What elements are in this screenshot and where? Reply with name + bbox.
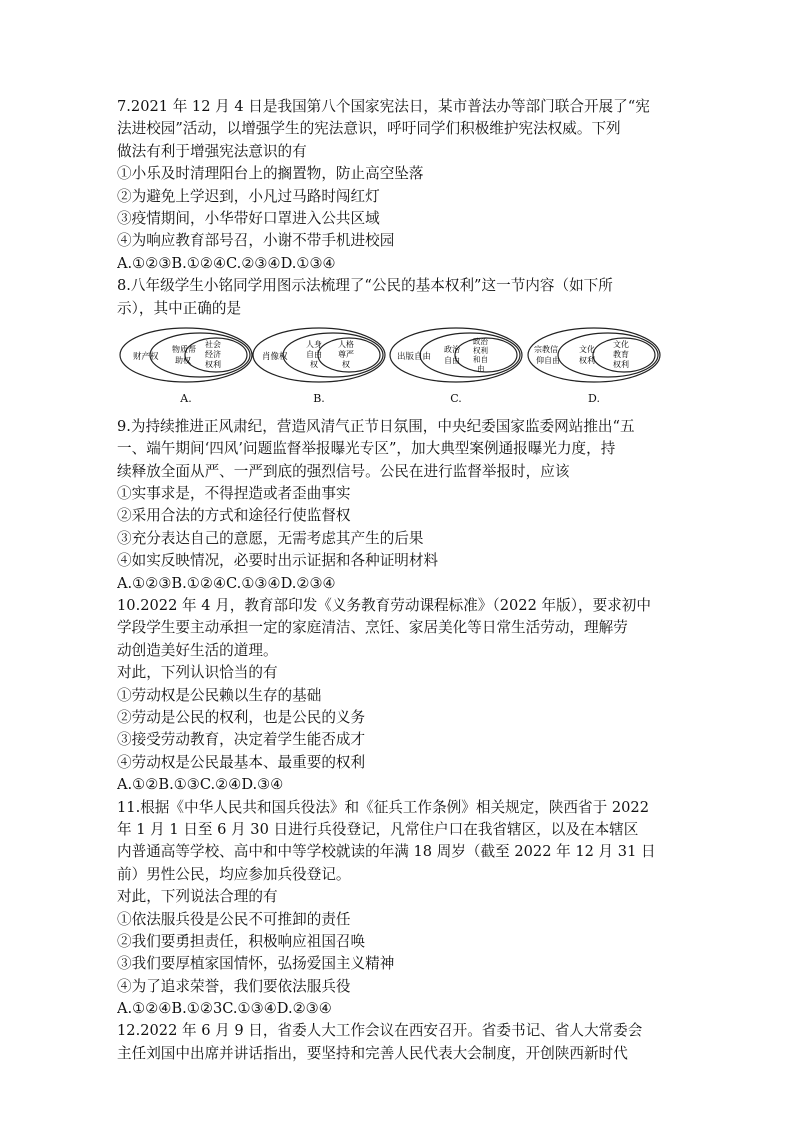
figure-caption-b: B. bbox=[313, 391, 325, 405]
q8-figure-b bbox=[250, 322, 388, 410]
q10-option: ④劳动权是公民最基本、最重要的权利 bbox=[117, 753, 366, 771]
fig-d-middle-label-1: 文化 bbox=[579, 344, 595, 354]
fig-c-inner-label-1: 政治 bbox=[473, 336, 488, 346]
fig-a-inner-label-1: 社会 bbox=[205, 339, 221, 349]
q11-line: 11.根据《中华人民共和国兵役法》和《征兵工作条例》相关规定，陕西省于 2022 bbox=[117, 798, 649, 816]
q7-line: 7.2021 年 12 月 4 日是我国第八个国家宪法日，某市普法办等部门联合开展了“宪 bbox=[117, 98, 650, 115]
q9-option: ①实事求是，不得捏造或者歪曲事实 bbox=[117, 485, 351, 503]
q12-line: 12.2022 年 6 月 9 日，省委人大工作会议在西安召开。省委书记、省人大常委会 bbox=[117, 1022, 643, 1040]
q9-line: 一、端午期间‘四风’问题监督举报曝光专区”，加大典型案例通报曝光力度，持 bbox=[117, 440, 616, 458]
q7-answer-choices: A.①②③B.①②④C.②③④D.①③④ bbox=[117, 254, 336, 272]
fig-c-inner-label-4: 由 bbox=[477, 363, 485, 373]
q9-option: ②采用合法的方式和途径行使监督权 bbox=[117, 507, 351, 525]
q10-option: ①劳动权是公民赖以生存的基础 bbox=[117, 686, 322, 704]
q7-option: ①小乐及时清理阳台上的搁置物，防止高空坠落 bbox=[117, 165, 424, 183]
q7-line: 法进校园”活动，以增强学生的宪法意识，呼吁同学们积极维护宪法权威。下列 bbox=[117, 120, 621, 138]
fig-b-inner-label-2: 尊严 bbox=[338, 349, 354, 359]
q8-line: 8.八年级学生小铭同学用图示法梳理了“公民的基本权利”这一节内容（如下所 bbox=[117, 277, 613, 295]
q10-line: 对此，下列认识恰当的有 bbox=[117, 664, 278, 682]
q11-line: 内普通高等学校、高中和中等学校就读的年满 18 周岁（截至 2022 年 12 月 31 日 bbox=[117, 843, 656, 861]
q8-figure-c bbox=[387, 322, 525, 410]
fig-b-middle-label-2: 自由 bbox=[306, 349, 322, 359]
q8-line: 示），其中正确的是 bbox=[117, 299, 242, 317]
q8-figure-a bbox=[117, 322, 255, 410]
question-12 bbox=[117, 1020, 682, 1065]
q11-option: ②我们要勇担责任，积极响应祖国召唤 bbox=[117, 932, 366, 950]
fig-c-middle-label-1: 政治 bbox=[444, 344, 460, 354]
q11-line: 前）男性公民，均应参加兵役登记。 bbox=[117, 865, 351, 883]
fig-c-middle-label-2: 自由 bbox=[444, 355, 460, 365]
fig-a-inner-label-3: 权利 bbox=[205, 359, 221, 369]
fig-d-middle-label-2: 权利 bbox=[579, 355, 595, 365]
q9-answer-choices: A.①②③B.①②④C.①③④D.②③④ bbox=[117, 574, 336, 592]
fig-b-inner-label-1: 人格 bbox=[338, 339, 354, 349]
q8-figure-d bbox=[525, 322, 663, 410]
nested-ellipse-diagram-a bbox=[117, 322, 255, 392]
fig-c-inner-label-2: 权利 bbox=[473, 345, 488, 355]
fig-d-inner-label-1: 文化 bbox=[613, 339, 629, 349]
fig-b-inner-label-3: 权 bbox=[342, 359, 350, 369]
q12-line: 主任刘国中出席并讲话指出，要坚持和完善人民代表大会制度，开创陕西新时代 bbox=[117, 1044, 628, 1062]
fig-d-outer-label-1: 宗教信 bbox=[534, 344, 558, 354]
q9-option: ④如实反映情况，必要时出示证据和各种证明材料 bbox=[117, 552, 439, 570]
q9-line: 9.为持续推进正风肃纪，营造风清气正节日氛围，中央纪委国家监委网站推出“五 bbox=[117, 417, 635, 435]
fig-d-inner-label-3: 权利 bbox=[613, 359, 629, 369]
nested-ellipse-diagram-c bbox=[387, 322, 525, 392]
q11-option: ④为了追求荣誉，我们要依法服兵役 bbox=[117, 977, 351, 995]
fig-c-outer-label: 出版自由 bbox=[397, 351, 432, 362]
question-7 bbox=[117, 96, 682, 275]
nested-ellipse-diagram-d bbox=[525, 322, 663, 392]
q10-option: ③接受劳动教育，决定着学生能否成才 bbox=[117, 731, 366, 749]
figure-caption-c: C. bbox=[450, 391, 462, 405]
fig-c-inner-label-3: 和自 bbox=[473, 354, 488, 364]
q9-line: 续释放全面从严、一严到底的强烈信号。公民在进行监督举报时，应该 bbox=[117, 462, 570, 480]
question-11 bbox=[117, 797, 682, 1021]
q10-line: 学段学生要主动承担一定的家庭清洁、烹饪、家居美化等日常生活劳动，理解劳 bbox=[117, 619, 628, 637]
fig-a-middle-label-2: 助权 bbox=[175, 355, 191, 365]
fig-b-outer-label: 肖像权 bbox=[262, 351, 288, 362]
q7-option: ④为响应教育部号召，小谢不带手机进校园 bbox=[117, 232, 395, 250]
question-10 bbox=[117, 595, 682, 797]
q11-line: 年 1 月 1 日至 6 月 30 日进行兵役登记，凡常住户口在我省辖区，以及在本辖区 bbox=[117, 820, 639, 838]
q10-line: 10.2022 年 4 月，教育部印发《义务教育劳动课程标准》（2022 年版），要求初中 bbox=[117, 597, 651, 615]
fig-b-middle-label-1: 人身 bbox=[306, 339, 322, 349]
q8-diagram-strip bbox=[117, 322, 682, 412]
q11-option: ①依法服兵役是公民不可推卸的责任 bbox=[117, 910, 351, 928]
q11-line: 对此，下列说法合理的有 bbox=[117, 888, 278, 906]
question-9 bbox=[117, 416, 682, 595]
q7-option: ②为避免上学迟到，小凡过马路时闯红灯 bbox=[117, 187, 380, 205]
q11-option: ③我们要厚植家国情怀，弘扬爱国主义精神 bbox=[117, 955, 395, 973]
fig-b-middle-label-3: 权 bbox=[310, 359, 318, 369]
exam-page bbox=[117, 96, 682, 1065]
fig-d-inner-label-2: 教育 bbox=[613, 349, 629, 359]
q10-answer-choices: A.①②B.①③C.②④D.③④ bbox=[117, 776, 284, 794]
nested-ellipse-diagram-b bbox=[250, 322, 388, 392]
q10-option: ②劳动是公民的权利，也是公民的义务 bbox=[117, 708, 366, 726]
figure-caption-a: A. bbox=[180, 391, 192, 405]
q7-line: 做法有利于增强宪法意识的有 bbox=[117, 142, 307, 160]
fig-d-outer-label-2: 仰自由 bbox=[536, 355, 560, 365]
q10-line: 动创造美好生活的道理。 bbox=[117, 641, 278, 659]
figure-caption-d: D. bbox=[588, 391, 600, 405]
fig-a-middle-label-1: 物质帮 bbox=[172, 344, 196, 354]
q9-option: ③充分表达自己的意愿，无需考虑其产生的后果 bbox=[117, 529, 424, 547]
q11-answer-choices: A.①②④B.①②3C.①③④D.②③④ bbox=[117, 1000, 332, 1018]
fig-a-inner-label-2: 经济 bbox=[205, 349, 221, 359]
fig-a-outer-label: 财产权 bbox=[133, 351, 159, 362]
question-8 bbox=[117, 275, 682, 412]
q7-option: ③疫情期间，小华带好口罩进入公共区域 bbox=[117, 209, 380, 227]
